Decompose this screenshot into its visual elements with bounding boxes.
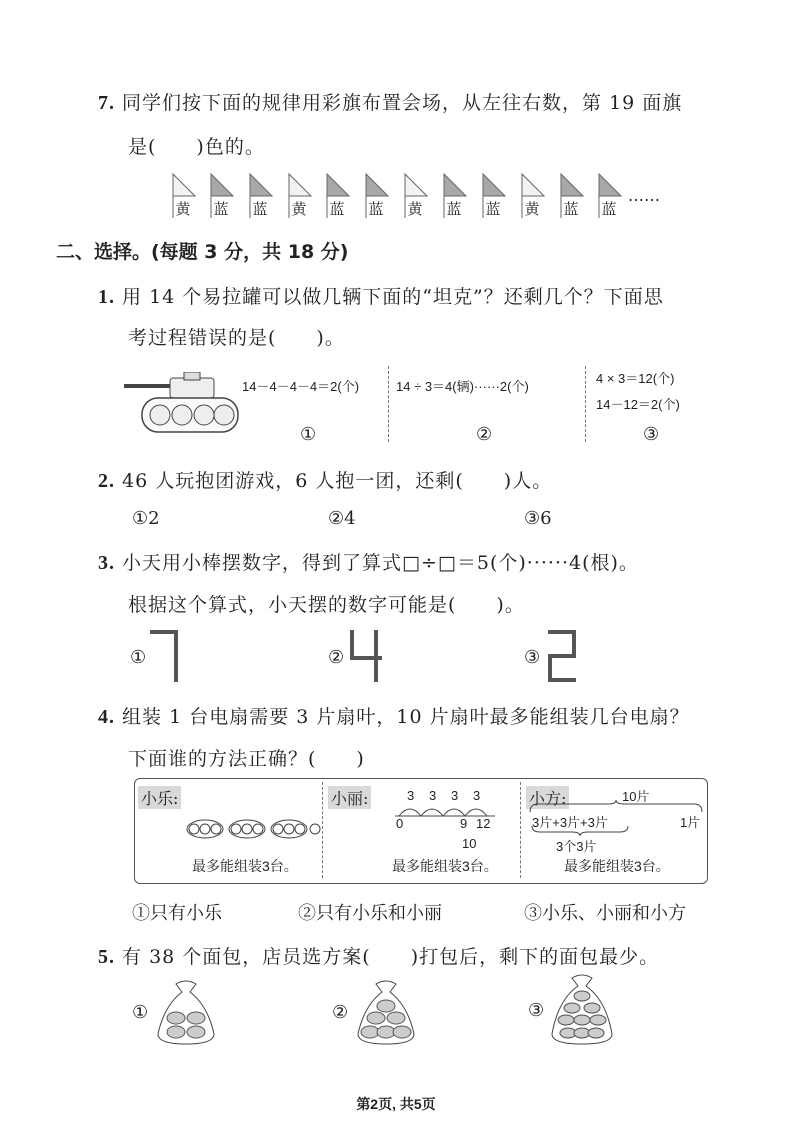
c5-label-1[interactable]: ① — [132, 1002, 149, 1023]
brace-bottom — [530, 826, 630, 836]
result-xiaoli: 最多能组装3台。 — [392, 858, 498, 874]
three-label: 3个3片 — [556, 839, 597, 854]
method-1: 14－4－4－4＝2(个) — [242, 379, 360, 394]
fan-blade-groups — [185, 818, 321, 840]
method-3a: 4 × 3＝12(个) — [596, 371, 675, 386]
flag-label: 蓝 — [252, 200, 268, 218]
method-2: 14 ÷ 3＝4(辆)······2(个) — [396, 379, 529, 394]
bread-bag-icon — [350, 978, 422, 1046]
c1-label-1[interactable]: ① — [300, 424, 317, 445]
flag-label: 蓝 — [213, 200, 229, 218]
result-xiaofang: 最多能组装3台。 — [564, 858, 670, 874]
tick-label: 12 — [476, 816, 491, 831]
c1-line1 — [98, 282, 664, 309]
divider — [585, 366, 586, 442]
c1-label-2[interactable]: ② — [476, 424, 493, 445]
stick-digit-2 — [542, 628, 582, 684]
c5-text: 有 38 个面包，店员选方案( )打包后，剩下的面包最少。 — [122, 946, 660, 968]
flag-label: 蓝 — [563, 200, 579, 218]
c1-number: 1. — [98, 286, 115, 308]
method-name-xiaofang: 小方: — [526, 786, 569, 809]
tick-label: 9 — [460, 816, 468, 831]
flag-label: 黄 — [175, 200, 191, 218]
c2-text: 46 人玩抱团游戏，6 人抱一团，还剩( )人。 — [122, 470, 553, 492]
q7-line2: 是( )色的。 — [128, 136, 265, 158]
flag-label: 蓝 — [485, 200, 501, 218]
c4-option-1[interactable]: ①只有小乐 — [132, 903, 222, 924]
method-name-xiaole: 小乐: — [138, 786, 181, 809]
page-footer: 第2页, 共5页 — [356, 1096, 436, 1112]
bread-bag-icon — [150, 978, 222, 1046]
c4-text: 组装 1 台电扇需要 3 片扇叶，10 片扇叶最多能组装几台电扇？ — [122, 706, 690, 728]
c4-line1 — [98, 702, 690, 729]
c1-label-3[interactable]: ③ — [643, 424, 660, 445]
divider — [520, 782, 521, 878]
c1-text: 用 14 个易拉罐可以做几辆下面的“坦克”？还剩几个？下面思 — [122, 286, 664, 308]
flag-ellipsis: …… — [628, 186, 660, 205]
c3-number: 3. — [98, 552, 115, 574]
method-3b: 14－12＝2(个) — [596, 397, 680, 412]
c5-line1 — [98, 942, 659, 969]
tank-illustration — [122, 372, 240, 434]
result-xiaole: 最多能组装3台。 — [192, 858, 298, 874]
flag-label: 蓝 — [446, 200, 462, 218]
one-pian-label: 1片 — [680, 815, 701, 830]
divider — [388, 366, 389, 442]
c1-line2: 考过程错误的是( )。 — [128, 327, 345, 349]
method-name-xiaoli: 小丽: — [328, 786, 371, 809]
c3-label-1[interactable]: ① — [130, 647, 147, 668]
sum-label: 3片+3片+3片 — [532, 815, 608, 830]
c3-line2: 根据这个算式，小天摆的数字可能是( )。 — [128, 594, 525, 616]
ten-label: 10 — [462, 836, 477, 851]
c2-option-1[interactable]: ①2 — [132, 508, 160, 529]
section-title: 二、选择。(每题 3 分，共 18 分) — [56, 241, 349, 263]
flag-label: 黄 — [291, 200, 307, 218]
flag-label: 黄 — [407, 200, 423, 218]
c4-option-3[interactable]: ③小乐、小丽和小方 — [524, 903, 686, 924]
c3-text: 小天用小棒摆数字，得到了算式□÷□＝5(个)······4(根)。 — [122, 552, 639, 574]
bread-bag-icon — [546, 972, 618, 1046]
c2-option-3[interactable]: ③6 — [524, 508, 552, 529]
c3-label-3[interactable]: ③ — [524, 647, 541, 668]
flag-label: 蓝 — [329, 200, 345, 218]
c2-line1 — [98, 466, 552, 493]
c5-number: 5. — [98, 946, 115, 968]
c3-line1 — [98, 548, 639, 575]
jump-label: 3 — [407, 788, 415, 803]
stick-digit-7 — [148, 628, 182, 684]
divider — [322, 782, 323, 878]
c4-number: 4. — [98, 706, 115, 728]
flag-label: 黄 — [524, 200, 540, 218]
q7-text: 同学们按下面的规律用彩旗布置会场，从左往右数，第 19 面旗 — [122, 92, 683, 114]
c5-label-3[interactable]: ③ — [528, 1000, 545, 1021]
c2-number: 2. — [98, 470, 115, 492]
jump-label: 3 — [451, 788, 459, 803]
ten-pian-label: 10片 — [622, 789, 650, 804]
c4-line2: 下面谁的方法正确？( ) — [128, 748, 365, 770]
tick-label: 0 — [396, 816, 404, 831]
stick-digit-4 — [346, 628, 386, 684]
c5-label-2[interactable]: ② — [332, 1002, 349, 1023]
q7-line1 — [98, 88, 682, 115]
q7-number: 7. — [98, 92, 115, 114]
flag-label: 蓝 — [601, 200, 617, 218]
c4-option-2[interactable]: ②只有小乐和小丽 — [298, 903, 442, 924]
c3-label-2[interactable]: ② — [328, 647, 345, 668]
flag-label: 蓝 — [368, 200, 384, 218]
c2-option-2[interactable]: ②4 — [328, 508, 356, 529]
jump-label: 3 — [429, 788, 437, 803]
jump-label: 3 — [473, 788, 481, 803]
